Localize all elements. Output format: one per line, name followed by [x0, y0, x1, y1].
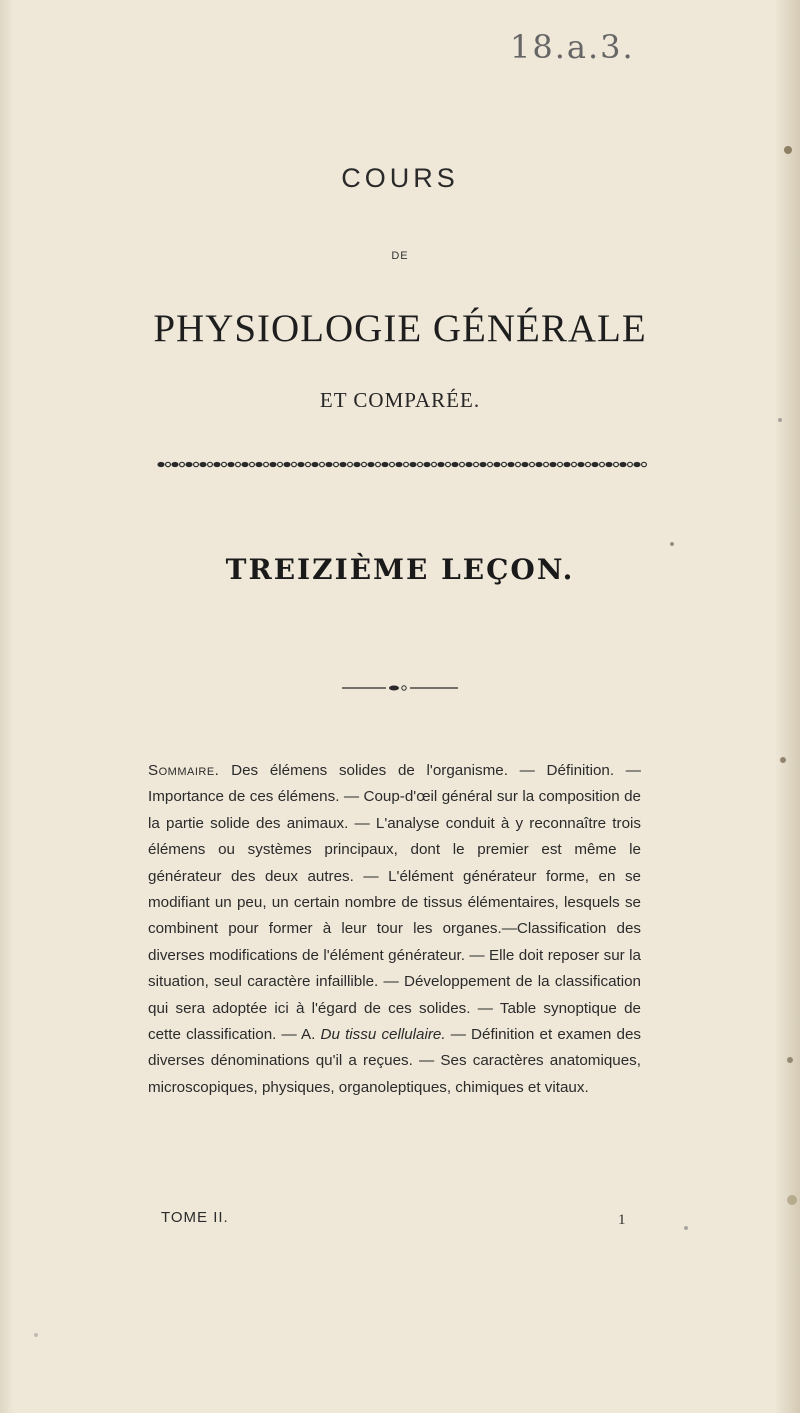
- signature-mark: 1: [618, 1212, 626, 1228]
- title-cours: COURS: [341, 163, 459, 193]
- summary-text-part1: Des élémens solides de l'organisme. — Définition. — Importance de ces élémens. — Coup-d'œil général sur la composition de la partie solide des animaux. — L'analyse conduit à y reconnaître trois élémens ou systèmes principaux, dont le premier est même le générateur des deux autres. — L'élément générateur forme, en se modifiant un peu, un certain nombre de tissus élémentaires, lesquels se combinent pour former à leur tour les organes.—Classification des diverses modifications de l'élément générateur. — Elle doit reposer sur la situation, seul caractère infaillible. — Développement de la classification qui sera adoptée ici à l'égard de ces solides. — Table synoptique de cette classification. — A.: [148, 762, 641, 1044]
- small-divider: [342, 684, 458, 692]
- page-title: PHYSIOLOGIE GÉNÉRALE: [153, 307, 647, 350]
- lesson-title: TREIZIÈME LEÇON.: [225, 553, 575, 586]
- title-de: DE: [391, 250, 409, 262]
- volume-label: TOME II.: [161, 1209, 229, 1226]
- summary-text-part2: — Définition et examen des diverses dénominations qu'il a reçues. — Ses caractères anatomiques, microscopiques, physiques, organoleptiques, chimiques et vitaux.: [148, 1026, 641, 1096]
- title-subtitle: ET COMPARÉE.: [319, 388, 481, 412]
- ornamental-rule: [157, 460, 647, 469]
- lesson-summary: [148, 758, 641, 1101]
- summary-label: Sommaire.: [148, 762, 220, 779]
- summary-italic-heading: Du tissu cellulaire.: [320, 1026, 446, 1044]
- handwritten-shelfmark: 18.a.3.: [510, 28, 635, 66]
